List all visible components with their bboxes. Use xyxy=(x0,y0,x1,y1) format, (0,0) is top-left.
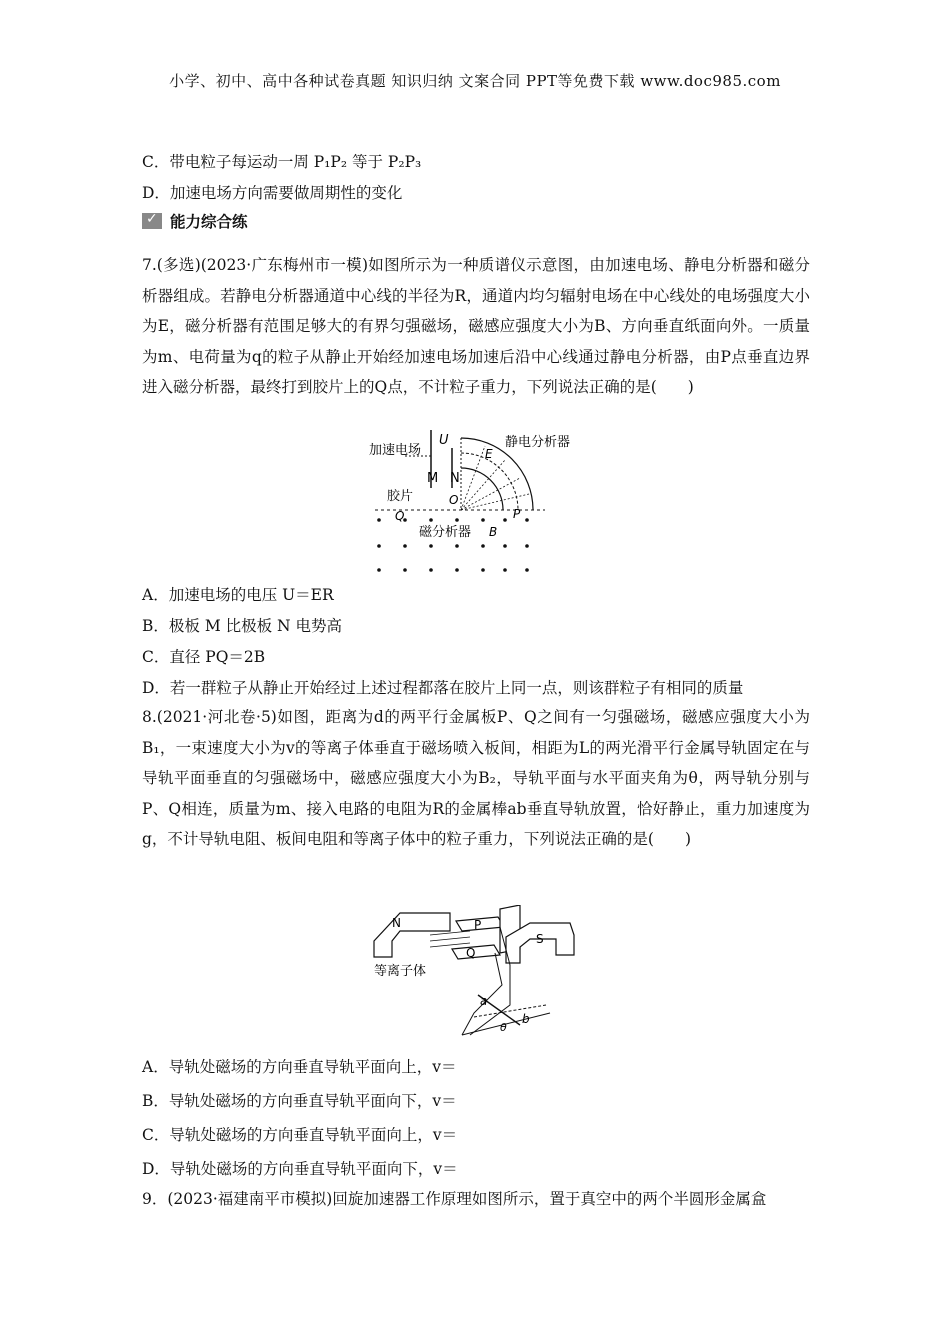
page-header: 小学、初中、高中各种试卷真题 知识归纳 文案合同 PPT等免费下载 www.doc985.com xyxy=(169,72,781,90)
q8-plasma-rail-figure xyxy=(370,905,580,1045)
label-a: a xyxy=(480,994,488,1008)
label-accel: 加速电场 xyxy=(369,443,422,458)
label-msa: 磁分析器 xyxy=(419,525,472,540)
label-p: P xyxy=(474,918,482,932)
label-e: E xyxy=(485,447,493,461)
q8-option-d: D．导轨处磁场的方向垂直导轨平面向下，v＝ xyxy=(142,1160,458,1178)
q9-stem: 9．(2023·福建南平市模拟)回旋加速器工作原理如图所示，置于真空中的两个半圆形金属盒 xyxy=(142,1190,767,1208)
label-b: b xyxy=(522,1012,530,1026)
label-plasma: 等离子体 xyxy=(374,964,427,979)
q8-option-a: A．导轨处磁场的方向垂直导轨平面向上，v＝ xyxy=(142,1058,457,1076)
q7-mass-spectrometer-figure xyxy=(365,428,585,578)
label-o: O xyxy=(449,493,459,507)
label-theta: θ xyxy=(500,1021,507,1034)
section-heading xyxy=(142,210,248,232)
label-u: U xyxy=(439,433,449,448)
q6-option-c: C．带电粒子每运动一周 P₁P₂ 等于 P₂P₃ xyxy=(142,153,422,171)
label-p: P xyxy=(513,507,521,521)
checkmark-icon xyxy=(142,213,162,229)
q7-stem: 7.(多选)(2023·广东梅州市一模)如图所示为一种质谱仪示意图，由加速电场、静电分析器和磁分析器组成。若静电分析器通道中心线的半径为R，通道内均匀辐射电场在中心线处的电场强度大小为E，磁分析器有范围足够大的有界匀强磁场，磁感应强度大小为B、方向垂直纸面向外。一质量为m、电荷量为q的粒子从静止开始经加速电场加速后沿中心线通过静电分析器，由P点垂直边界进入磁分析器，最终打到胶片上的Q点，不计粒子重力，下列说法正确的是( ) xyxy=(142,256,810,396)
label-b: B xyxy=(489,525,498,539)
section-title: 能力综合练 xyxy=(170,213,248,231)
q8-stem: 8.(2021·河北卷·5)如图，距离为d的两平行金属板P、Q之间有一匀强磁场，磁感应强度大小为B₁，一束速度大小为v的等离子体垂直于磁场喷入板间，相距为L的两光滑平行金属导轨固定在与导轨平面垂直的匀强磁场中，磁感应强度大小为B₂，导轨平面与水平面夹角为θ，两导轨分别与P、Q相连，质量为m、接入电路的电阻为R的金属棒ab垂直导轨放置，恰好静止，重力加速度为g，不计导轨电阻、板间电阻和等离子体中的粒子重力，下列说法正确的是( ) xyxy=(142,708,810,848)
label-s: S xyxy=(536,932,544,946)
q7-option-b: B．极板 M 比极板 N 电势高 xyxy=(142,617,343,635)
label-n: N xyxy=(450,471,460,486)
q7-option-c: C．直径 PQ＝2B xyxy=(142,648,266,666)
q8-option-c: C．导轨处磁场的方向垂直导轨平面向上，v＝ xyxy=(142,1126,458,1144)
label-esa: 静电分析器 xyxy=(505,435,571,450)
q7-option-a: A．加速电场的电压 U＝ER xyxy=(142,586,334,604)
label-q: Q xyxy=(466,946,476,960)
label-n: N xyxy=(392,916,401,930)
label-film: 胶片 xyxy=(387,489,414,504)
q7-option-d: D．若一群粒子从静止开始经过上述过程都落在胶片上同一点，则该群粒子有相同的质量 xyxy=(142,679,744,697)
q6-option-d: D．加速电场方向需要做周期性的变化 xyxy=(142,184,403,202)
label-q: Q xyxy=(395,509,405,523)
label-m: M xyxy=(427,471,439,486)
q8-option-b: B．导轨处磁场的方向垂直导轨平面向下，v＝ xyxy=(142,1092,457,1110)
